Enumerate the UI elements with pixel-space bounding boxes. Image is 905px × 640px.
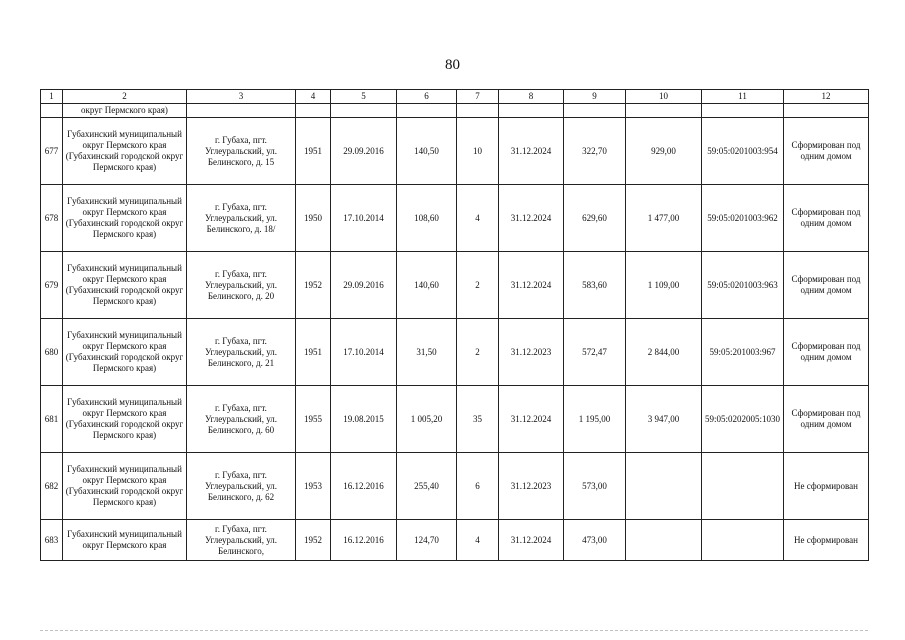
cell-year: 1953	[296, 453, 331, 520]
cell-date: 16.12.2016	[331, 520, 397, 561]
cell-land-area: 929,00	[626, 118, 702, 185]
cell-year: 1952	[296, 520, 331, 561]
cell-cadastral: 59:05:0202005:1030	[702, 386, 784, 453]
cell-land-area: 1 477,00	[626, 185, 702, 252]
column-header: 3	[187, 90, 296, 104]
cell-number: 683	[41, 520, 63, 561]
cell-deadline: 31.12.2024	[499, 520, 564, 561]
cell-year: 1951	[296, 118, 331, 185]
column-header: 12	[784, 90, 869, 104]
cell-status: Не сформирован	[784, 453, 869, 520]
cell-year: 1955	[296, 386, 331, 453]
cell-residents: 4	[457, 185, 499, 252]
cell-area: 1 005,20	[397, 386, 457, 453]
cell-residents: 4	[457, 520, 499, 561]
cell-address: г. Губаха, пгт. Углеуральский, ул. Белинского, д. 20	[187, 252, 296, 319]
cell-area: 31,50	[397, 319, 457, 386]
cell-status: Не сформирован	[784, 520, 869, 561]
cell-year: 1951	[296, 319, 331, 386]
cell-deadline: 31.12.2023	[499, 453, 564, 520]
cell-land-area	[626, 520, 702, 561]
cell-residents: 2	[457, 319, 499, 386]
cell-area2: 322,70	[564, 118, 626, 185]
cell-residents: 10	[457, 118, 499, 185]
cell-area2: 1 195,00	[564, 386, 626, 453]
column-header: 4	[296, 90, 331, 104]
cell-number: 682	[41, 453, 63, 520]
cell-date: 29.09.2016	[331, 252, 397, 319]
cell-cadastral	[702, 520, 784, 561]
cell-deadline: 31.12.2024	[499, 185, 564, 252]
cell-cadastral: 59:05:0201003:963	[702, 252, 784, 319]
cell-year: 1950	[296, 185, 331, 252]
scan-artifact	[40, 630, 868, 633]
column-header: 7	[457, 90, 499, 104]
table-row	[41, 520, 869, 561]
cell-area: 124,70	[397, 520, 457, 561]
cell-area2: 473,00	[564, 520, 626, 561]
cell-residents: 35	[457, 386, 499, 453]
cell-date: 29.09.2016	[331, 118, 397, 185]
cell-municipality: Губахинский муниципальный округ Пермского края (Губахинский городской округ Пермского края)	[63, 453, 187, 520]
cell-address: г. Губаха, пгт. Углеуральский, ул. Белинского, д. 15	[187, 118, 296, 185]
column-header: 1	[41, 90, 63, 104]
cell-address: г. Губаха, пгт. Углеуральский, ул. Белинского, д. 21	[187, 319, 296, 386]
cell-number: 677	[41, 118, 63, 185]
cell-land-area: 1 109,00	[626, 252, 702, 319]
cell-residents: 6	[457, 453, 499, 520]
register-table	[40, 89, 869, 561]
cell-municipality: Губахинский муниципальный округ Пермского края	[63, 520, 187, 561]
cell-area: 255,40	[397, 453, 457, 520]
cell-area2: 629,60	[564, 185, 626, 252]
cell-deadline: 31.12.2024	[499, 118, 564, 185]
cell-number: 681	[41, 386, 63, 453]
cell-municipality: округ Пермского края)	[63, 104, 187, 118]
column-header: 8	[499, 90, 564, 104]
cell-address: г. Губаха, пгт. Углеуральский, ул. Белинского, д. 60	[187, 386, 296, 453]
cell-municipality: Губахинский муниципальный округ Пермского края (Губахинский городской округ Пермского края)	[63, 185, 187, 252]
cell-area: 140,50	[397, 118, 457, 185]
cell-land-area: 3 947,00	[626, 386, 702, 453]
table-row	[41, 118, 869, 185]
cell-address: г. Губаха, пгт. Углеуральский, ул. Белинского,	[187, 520, 296, 561]
cell-year: 1952	[296, 252, 331, 319]
table-row	[41, 319, 869, 386]
cell-municipality: Губахинский муниципальный округ Пермского края (Губахинский городской округ Пермского края)	[63, 386, 187, 453]
column-header: 6	[397, 90, 457, 104]
cell-cadastral: 59:05:201003:967	[702, 319, 784, 386]
cell-number: 678	[41, 185, 63, 252]
table-row	[41, 386, 869, 453]
cell-status: Сформирован под одним домом	[784, 319, 869, 386]
cell-cadastral: 59:05:0201003:954	[702, 118, 784, 185]
cell-date: 19.08.2015	[331, 386, 397, 453]
cell-municipality: Губахинский муниципальный округ Пермского края (Губахинский городской округ Пермского края)	[63, 319, 187, 386]
cell-deadline: 31.12.2023	[499, 319, 564, 386]
column-header: 10	[626, 90, 702, 104]
table-body	[41, 118, 869, 561]
cell-land-area: 2 844,00	[626, 319, 702, 386]
cell-deadline: 31.12.2024	[499, 386, 564, 453]
cell-municipality: Губахинский муниципальный округ Пермского края (Губахинский городской округ Пермского края)	[63, 118, 187, 185]
cell-number: 679	[41, 252, 63, 319]
cell-number: 680	[41, 319, 63, 386]
column-header: 5	[331, 90, 397, 104]
page-number: 80	[445, 57, 460, 73]
cell-address: г. Губаха, пгт. Углеуральский, ул. Белинского, д. 18/	[187, 185, 296, 252]
header-row	[41, 90, 869, 104]
column-header: 11	[702, 90, 784, 104]
cell-status: Сформирован под одним домом	[784, 185, 869, 252]
cell-status: Сформирован под одним домом	[784, 118, 869, 185]
table-row	[41, 252, 869, 319]
cell-date: 17.10.2014	[331, 319, 397, 386]
cell-cadastral	[702, 453, 784, 520]
column-header: 2	[63, 90, 187, 104]
cell-residents: 2	[457, 252, 499, 319]
cell-address: г. Губаха, пгт. Углеуральский, ул. Белинского, д. 62	[187, 453, 296, 520]
table-row	[41, 453, 869, 520]
cell-date: 17.10.2014	[331, 185, 397, 252]
cell-area2: 573,00	[564, 453, 626, 520]
cell-area2: 572,47	[564, 319, 626, 386]
cell-municipality: Губахинский муниципальный округ Пермского края (Губахинский городской округ Пермского края)	[63, 252, 187, 319]
table-row	[41, 185, 869, 252]
column-header: 9	[564, 90, 626, 104]
cell-area2: 583,60	[564, 252, 626, 319]
cell-date: 16.12.2016	[331, 453, 397, 520]
cell-area: 140,60	[397, 252, 457, 319]
cell-cadastral: 59:05:0201003:962	[702, 185, 784, 252]
cell-status: Сформирован под одним домом	[784, 252, 869, 319]
cell-area: 108,60	[397, 185, 457, 252]
cell-land-area	[626, 453, 702, 520]
cell-deadline: 31.12.2024	[499, 252, 564, 319]
cell-status: Сформирован под одним домом	[784, 386, 869, 453]
continuation-row	[41, 104, 869, 118]
